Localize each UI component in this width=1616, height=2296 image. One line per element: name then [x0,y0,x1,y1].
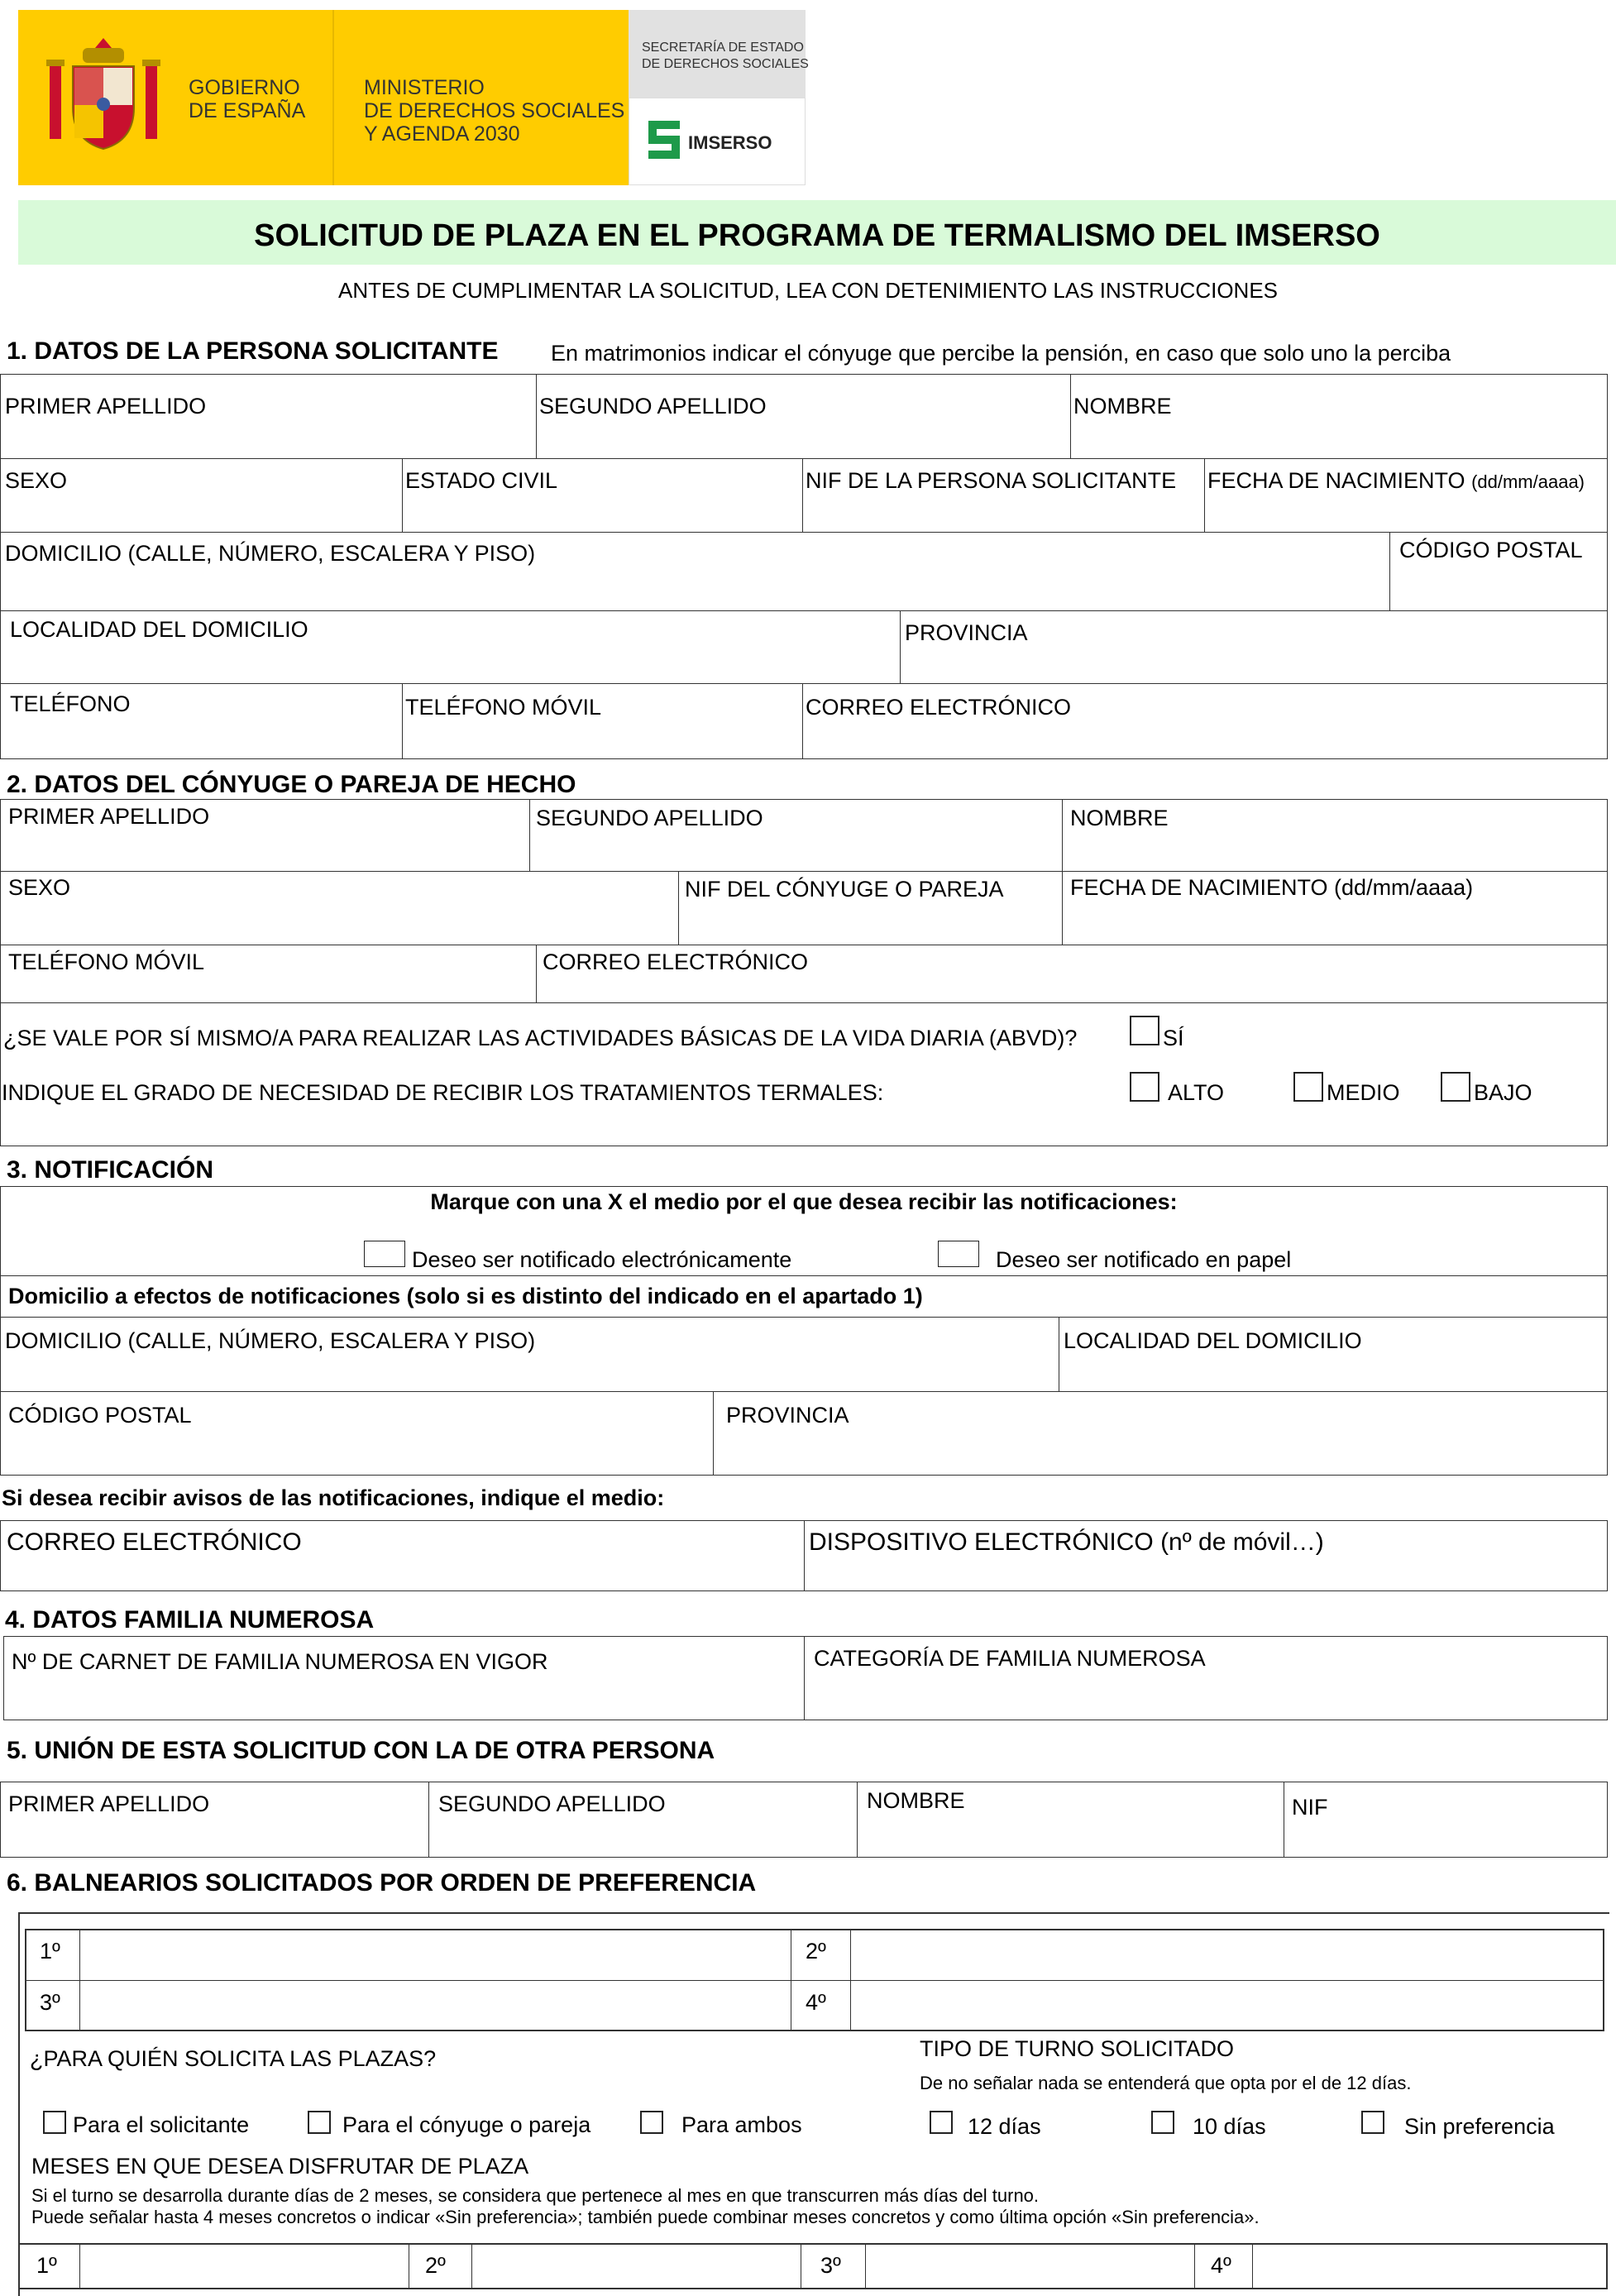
s6-balneario-1-label: 1º [40,1939,60,1964]
gov-line-2: DE ESPAÑA [189,99,306,122]
s2-col-line [529,799,530,871]
s1-fecha-format: (dd/mm/aaaa) [1471,471,1585,492]
s3-papel-checkbox[interactable] [938,1241,979,1267]
s2-nif-field[interactable]: NIF DEL CÓNYUGE O PAREJA [685,877,1004,902]
s2-grado-question: INDIQUE EL GRADO DE NECESIDAD DE RECIBIR LOS TRATAMIENTOS TERMALES: [2,1080,884,1105]
s6-mes-2-field[interactable] [473,2245,799,2288]
s6-meses-col-line [865,2243,866,2289]
s1-segundo-apellido-field[interactable]: SEGUNDO APELLIDO [539,394,767,419]
s4-carnet-field[interactable]: Nº DE CARNET DE FAMILIA NUMEROSA EN VIGOR [12,1649,548,1674]
secretaria-line-2: DE DERECHOS SOCIALES [642,57,809,71]
s1-fecha-label: FECHA DE NACIMIENTO [1207,468,1465,493]
s3-localidad-field[interactable]: LOCALIDAD DEL DOMICILIO [1064,1328,1362,1353]
s6-solicitante-label: Para el solicitante [73,2112,250,2137]
s5-nif-field[interactable]: NIF [1292,1795,1328,1820]
s1-correo-field[interactable]: CORREO ELECTRÓNICO [806,695,1072,720]
s3-papel-label: Deseo ser notificado en papel [996,1247,1292,1272]
s6-mes-3-label: 3º [820,2253,841,2278]
s2-nombre-field[interactable]: NOMBRE [1070,806,1169,830]
s1-col-line [536,374,537,458]
s1-note: En matrimonios indicar el cónyuge que percibe la pensión, en caso que solo uno la perciba [551,341,1451,366]
s1-col-line [802,458,803,532]
s1-provincia-field[interactable]: PROVINCIA [905,620,1028,645]
s3-row-line [0,1317,1608,1318]
s2-col-line [1062,799,1063,871]
s3-provincia-field[interactable]: PROVINCIA [726,1403,849,1428]
s6-sin-preferencia-label: Sin preferencia [1404,2114,1555,2139]
s2-row-line [0,871,1608,872]
s4-col-line [804,1636,805,1720]
s2-col-line [536,945,537,1002]
s5-title: 5. UNIÓN DE ESTA SOLICITUD CON LA DE OTRA PERSONA [7,1737,715,1764]
s6-meses-col-line [1194,2243,1195,2289]
s3-domicilio-field[interactable]: DOMICILIO (CALLE, NÚMERO, ESCALERA Y PISO) [5,1328,536,1353]
secretaria-name [642,40,809,73]
s6-balneario-1-field[interactable] [81,1930,789,1978]
s2-row-line [0,1002,1608,1003]
s6-12-dias-checkbox[interactable] [930,2111,953,2134]
s3-avisos-col-line [804,1520,805,1591]
s6-meses-note-2: Puede señalar hasta 4 meses concretos o indicar «Sin preferencia»; también puede combinar meses concretos y como última opción «Sin preferencia». [31,2207,1260,2227]
s6-mes-4-field[interactable] [1254,2245,1604,2288]
coat-of-arms-icon [41,31,165,164]
s1-localidad-field[interactable]: LOCALIDAD DEL DOMICILIO [10,617,308,642]
s6-meses-note-1: Si el turno se desarrolla durante días de 2 meses, se considera que pertenece al mes en que transcurren más días del turno. [31,2185,1040,2206]
s1-domicilio-field[interactable]: DOMICILIO (CALLE, NÚMERO, ESCALERA Y PISO) [5,541,536,566]
ministry-line-2: DE DERECHOS SOCIALES [364,99,625,122]
s3-domicilio-efectos: Domicilio a efectos de notificaciones (solo si es distinto del indicado en el apartado 1) [8,1284,923,1308]
s1-telefono-field[interactable]: TELÉFONO [10,691,131,716]
s6-meses: MESES EN QUE DESEA DISFRUTAR DE PLAZA [31,2154,529,2179]
s1-col-line [1389,532,1390,610]
s3-title: 3. NOTIFICACIÓN [7,1156,214,1184]
s6-mes-1-field[interactable] [81,2245,407,2288]
s3-dispositivo-field[interactable]: DISPOSITIVO ELECTRÓNICO (nº de móvil…) [809,1528,1324,1556]
s6-balneario-3-label: 3º [40,1990,60,2015]
s6-meses-col-line [79,2243,80,2289]
form-subtitle: ANTES DE CUMPLIMENTAR LA SOLICITUD, LEA CON DETENIMIENTO LAS INSTRUCCIONES [337,278,1278,303]
s6-balnearios-col-line [850,1929,851,2031]
s2-abvd-si-label: SÍ [1163,1026,1184,1050]
s1-col-line [402,683,403,759]
s1-fecha-field[interactable] [1207,468,1585,494]
s3-electronico-checkbox[interactable] [364,1241,405,1267]
s1-col-line [802,683,803,759]
s6-balnearios-col-line [79,1929,80,2031]
s6-meses-col-line [471,2243,472,2289]
s2-alto-label: ALTO [1168,1080,1225,1105]
s6-meses-col-line [1252,2243,1253,2289]
s2-col-line [1062,871,1063,945]
s6-ambos-label: Para ambos [681,2112,802,2137]
s1-row-line [0,458,1608,459]
s2-bajo-label: BAJO [1474,1080,1532,1105]
s6-turno: TIPO DE TURNO SOLICITADO [920,2036,1235,2061]
s1-col-line [1070,374,1071,458]
header-divider [332,10,334,185]
s6-title: 6. BALNEARIOS SOLICITADOS POR ORDEN DE PREFERENCIA [7,1869,757,1897]
s3-row-line [0,1391,1608,1392]
s1-col-line [402,458,403,532]
s1-col-line [900,610,901,683]
gov-name [189,76,305,122]
s5-table [0,1782,1608,1858]
s1-movil-field[interactable]: TELÉFONO MÓVIL [405,695,602,720]
s1-col-line [1204,458,1205,532]
s2-sexo-field[interactable]: SEXO [8,875,71,900]
s2-fecha-field[interactable]: FECHA DE NACIMIENTO (dd/mm/aaaa) [1070,875,1474,900]
s6-10-dias-label: 10 días [1193,2114,1266,2139]
s2-title: 2. DATOS DEL CÓNYUGE O PAREJA DE HECHO [7,771,576,798]
s2-bajo-checkbox[interactable] [1441,1072,1470,1102]
s6-top-line [18,1912,1609,1914]
s6-12-dias-label: 12 días [968,2114,1041,2139]
s4-title: 4. DATOS FAMILIA NUMEROSA [5,1606,375,1634]
ministry-name [364,76,624,146]
s5-col-line [428,1782,429,1858]
s2-correo-field[interactable]: CORREO ELECTRÓNICO [543,949,809,974]
s6-10-dias-checkbox[interactable] [1151,2111,1174,2134]
s1-title: 1. DATOS DE LA PERSONA SOLICITANTE [7,337,499,365]
s3-row-line [0,1275,1608,1276]
s2-medio-label: MEDIO [1327,1080,1400,1105]
s6-balnearios-row-line [25,1980,1604,1981]
s6-balneario-2-field[interactable] [852,1930,1601,1978]
s1-nombre-field[interactable]: NOMBRE [1073,394,1172,419]
s5-nombre-field[interactable]: NOMBRE [867,1788,965,1813]
s5-primer-apellido-field[interactable]: PRIMER APELLIDO [8,1791,210,1816]
s2-abvd-si-checkbox[interactable] [1130,1016,1159,1045]
s6-mes-2-label: 2º [425,2253,446,2278]
s3-marque: Marque con una X el medio por el que desea recibir las notificaciones: [430,1189,1178,1214]
s1-primer-apellido-field[interactable]: PRIMER APELLIDO [5,394,207,419]
s3-col-line [713,1391,714,1476]
s1-cp-field[interactable]: CÓDIGO POSTAL [1399,538,1583,562]
secretaria-line-1: SECRETARÍA DE ESTADO [642,41,804,55]
imserso-name: IMSERSO [688,132,772,153]
s6-solicitante-checkbox[interactable] [43,2111,66,2134]
s5-segundo-apellido-field[interactable]: SEGUNDO APELLIDO [438,1791,666,1816]
s6-balneario-2-label: 2º [806,1939,826,1964]
ministry-line-3: Y AGENDA 2030 [364,122,520,146]
s6-balneario-4-field[interactable] [852,1982,1601,2030]
s6-turno-note: De no señalar nada se entenderá que opta por el de 12 días. [920,2073,1412,2093]
s3-correo-field[interactable]: CORREO ELECTRÓNICO [7,1528,302,1556]
s6-mes-3-field[interactable] [867,2245,1193,2288]
s1-nif-field[interactable]: NIF DE LA PERSONA SOLICITANTE [806,468,1177,493]
s2-segundo-apellido-field[interactable]: SEGUNDO APELLIDO [536,806,763,830]
form-title: SOLICITUD DE PLAZA EN EL PROGRAMA DE TERMALISMO DEL IMSERSO [254,218,1380,253]
s1-row-line [0,683,1608,684]
s1-sexo-field[interactable]: SEXO [5,468,68,493]
s6-conyuge-checkbox[interactable] [308,2111,331,2134]
s3-cp-field[interactable]: CÓDIGO POSTAL [8,1403,192,1428]
s4-categoria-field[interactable]: CATEGORÍA DE FAMILIA NUMEROSA [814,1646,1206,1671]
s6-left-line [18,1912,20,2296]
imserso-logo-icon [645,119,683,160]
s2-medio-checkbox[interactable] [1293,1072,1323,1102]
gov-line-1: GOBIERNO [189,76,300,99]
s3-electronico-label: Deseo ser notificado electrónicamente [412,1247,792,1272]
s1-row-line [0,610,1608,611]
s3-avisos: Si desea recibir avisos de las notificaciones, indique el medio: [2,1485,665,1510]
s1-table [0,374,1608,759]
s6-para-quien: ¿PARA QUIÉN SOLICITA LAS PLAZAS? [30,2046,437,2071]
s6-ambos-checkbox[interactable] [640,2111,663,2134]
s2-abvd-question: ¿SE VALE POR SÍ MISMO/A PARA REALIZAR LAS ACTIVIDADES BÁSICAS DE LA VIDA DIARIA (ABVD)? [3,1026,1078,1050]
s2-primer-apellido-field[interactable]: PRIMER APELLIDO [8,804,210,829]
ministry-line-1: MINISTERIO [364,76,485,99]
s6-balneario-3-field[interactable] [81,1982,789,2030]
s6-mes-1-label: 1º [36,2253,57,2278]
s6-balneario-4-label: 4º [806,1990,826,2015]
s2-alto-checkbox[interactable] [1130,1072,1159,1102]
s1-row-line [0,532,1608,533]
s6-conyuge-label: Para el cónyuge o pareja [342,2112,591,2137]
s2-movil-field[interactable]: TELÉFONO MÓVIL [8,949,205,974]
s5-col-line [857,1782,858,1858]
s6-sin-preferencia-checkbox[interactable] [1361,2111,1384,2134]
s2-col-line [678,871,679,945]
s6-mes-4-label: 4º [1211,2253,1231,2278]
s1-estado-civil-field[interactable]: ESTADO CIVIL [405,468,558,493]
